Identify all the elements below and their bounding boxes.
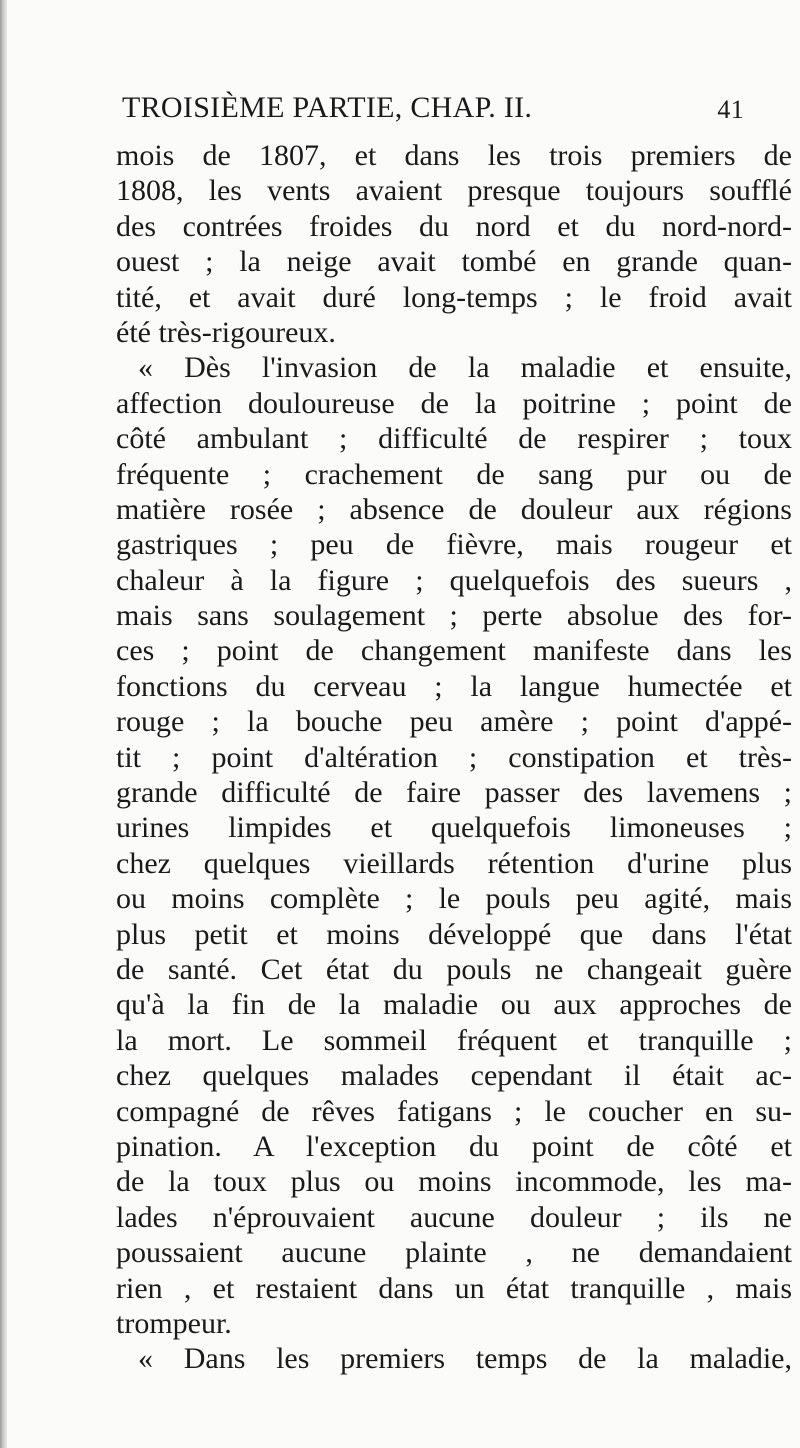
text-line: côté ambulant ; difficulté de respirer ; toux — [116, 422, 792, 456]
text-line: de santé. Cet état du pouls ne changeait guère — [116, 952, 792, 986]
text-line: été très-rigoureux. — [116, 315, 336, 349]
text-line: mais sans soulagement ; perte absolue des for- — [116, 599, 792, 633]
text-line: urines limpides et quelquefois limoneuses ; — [116, 811, 792, 845]
text-line: chaleur à la figure ; quelquefois des sueurs , — [116, 563, 792, 597]
text-line: de la toux plus ou moins incommode, les ma- — [116, 1165, 792, 1199]
text-line: fréquente ; crachement de sang pur ou de — [116, 457, 792, 491]
text-line: gastriques ; peu de fièvre, mais rougeur et — [116, 528, 792, 562]
text-line: ces ; point de changement manifeste dans les — [116, 634, 792, 668]
text-line: chez quelques vieillards rétention d'urine plus — [116, 846, 792, 880]
text-line: plus petit et moins développé que dans l'état — [116, 917, 792, 951]
text-line: lades n'éprouvaient aucune douleur ; ils ne — [116, 1200, 792, 1234]
page-number: 41 — [717, 95, 744, 124]
text-line: ou moins complète ; le pouls peu agité, mais — [116, 882, 792, 916]
text-line: la mort. Le sommeil fréquent et tranquille ; — [116, 1023, 792, 1057]
page-binding-edge — [0, 0, 7, 1448]
text-line: ouest ; la neige avait tombé en grande quan- — [116, 245, 792, 279]
text-line: 1808, les vents avaient presque toujours soufflé — [116, 174, 792, 208]
text-line: rouge ; la bouche peu amère ; point d'appé- — [116, 705, 792, 739]
text-line: grande difficulté de faire passer des lavemens ; — [116, 776, 792, 810]
text-line: affection douloureuse de la poitrine ; point de — [116, 386, 792, 420]
body-text — [116, 138, 792, 1377]
text-line: « Dès l'invasion de la maladie et ensuite, — [138, 351, 792, 385]
text-line: tit ; point d'altération ; constipation et très- — [116, 740, 792, 774]
text-line: tité, et avait duré long-temps ; le froid avait — [116, 280, 792, 314]
text-line: compagné de rêves fatigans ; le coucher en su- — [116, 1094, 792, 1128]
text-line: trompeur. — [116, 1306, 232, 1340]
text-line: rien , et restaient dans un état tranquille , mais — [116, 1271, 792, 1305]
text-line: fonctions du cerveau ; la langue humectée et — [116, 669, 792, 703]
text-line: pination. A l'exception du point de côté et — [116, 1129, 792, 1163]
text-line: poussaient aucune plainte , ne demandaient — [116, 1236, 792, 1270]
text-line: des contrées froides du nord et du nord-nord- — [116, 209, 792, 243]
text-line: « Dans les premiers temps de la maladie, — [138, 1342, 792, 1376]
running-title: TROISIÈME PARTIE, CHAP. II. — [122, 91, 533, 124]
text-line: matière rosée ; absence de douleur aux régions — [116, 492, 792, 526]
page-header — [116, 88, 756, 128]
book-page — [116, 0, 792, 1448]
text-line: mois de 1807, et dans les trois premiers de — [116, 139, 792, 172]
text-line: qu'à la fin de la maladie ou aux approches de — [116, 988, 792, 1022]
text-line: chez quelques malades cependant il était ac- — [116, 1059, 792, 1093]
